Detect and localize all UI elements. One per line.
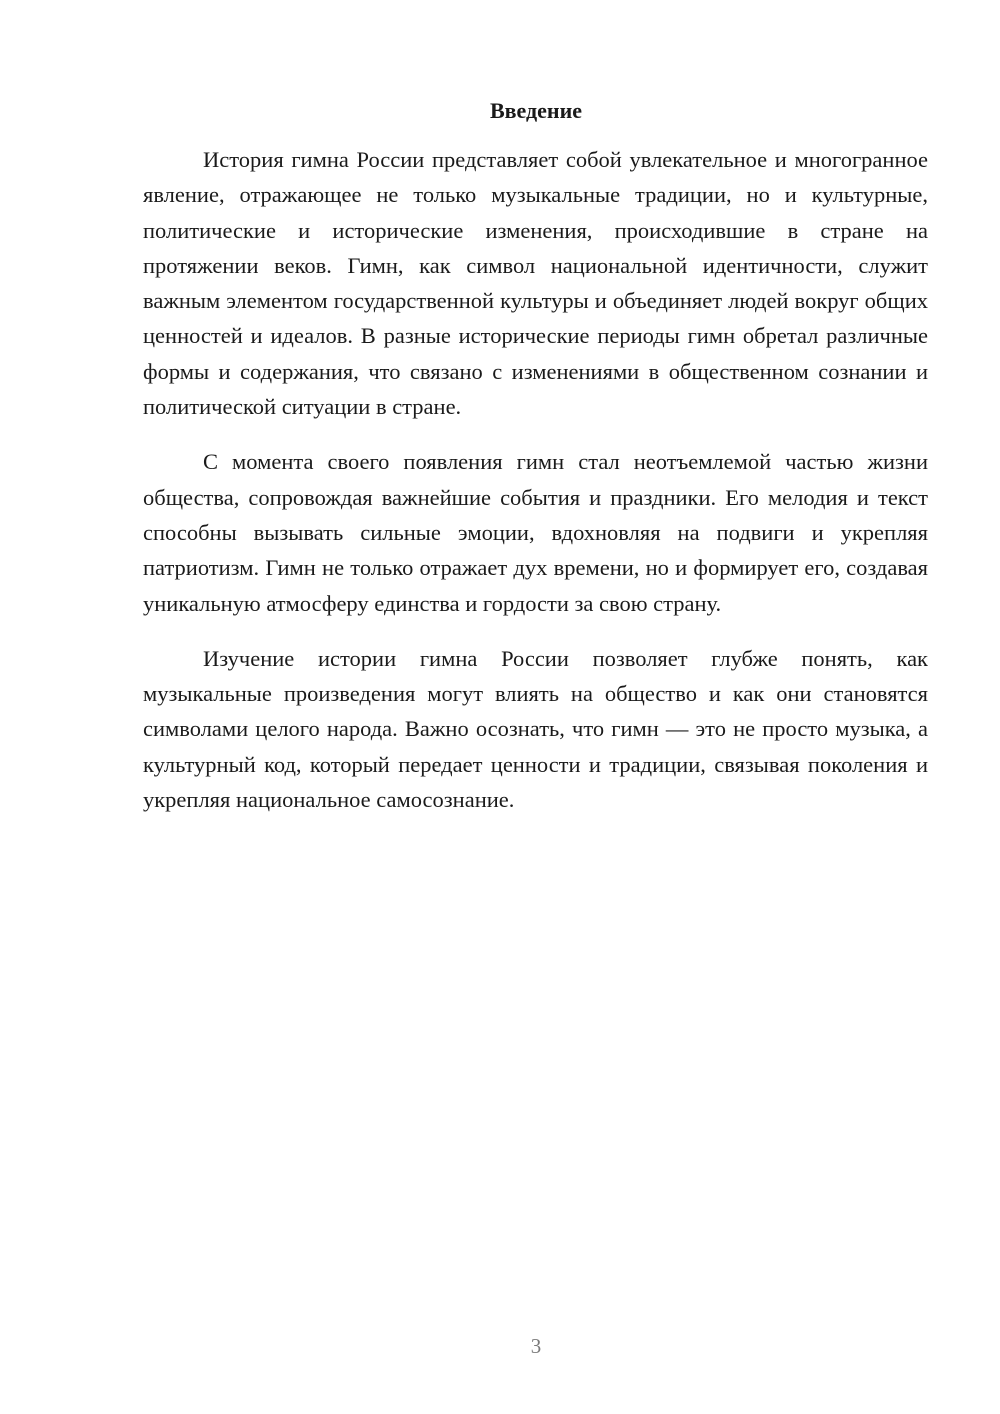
paragraph-2: С момента своего появления гимн стал неотъемлемой частью жизни общества, сопровождая важнейшие события и праздники. Его мелодия и текст способны вызывать сильные эмоции, вдохновляя на подвиги и укрепляя патриотизм. Гимн не только отражает дух времени, но и формирует его, создавая уникальную атмосферу единства и гордости за свою страну. [143,449,928,616]
page-number: 3 [530,1334,542,1358]
section-heading: Введение [489,98,583,123]
paragraph-1: История гимна России представляет собой увлекательное и многогранное явление, отражающее не только музыкальные традиции, но и культурные, политические и исторические изменения, происходившие в стране на протяжении веков. Гимн, как символ национальной идентичности, служит важным элементом государственной культуры и объединяет людей вокруг общих ценностей и идеалов. В разные исторические периоды гимн обретал различные формы и содержания, что связано с изменениями в общественном сознании и политической ситуации в стране. [143,147,928,420]
document-body [143,142,928,837]
paragraph-3: Изучение истории гимна России позволяет глубже понять, как музыкальные произведения могут влиять на общество и как они становятся символами целого народа. Важно осознать, что гимн — это не просто музыка, а культурный код, который передает ценности и традиции, связывая поколения и укрепляя национальное самосознание. [143,645,928,813]
